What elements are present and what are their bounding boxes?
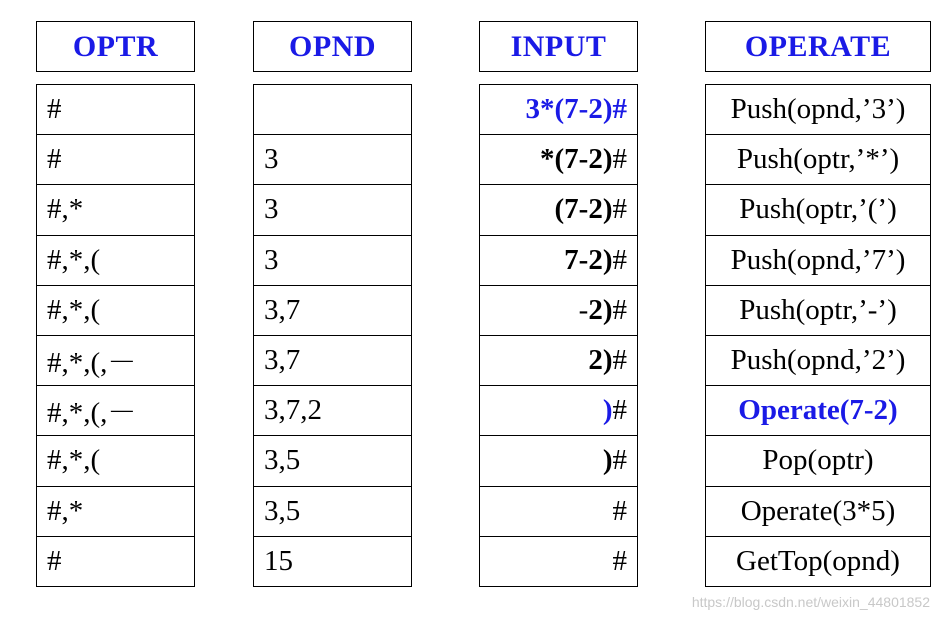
opnd-cell: 3 [254,236,411,286]
opnd-cell: 3,7,2 [254,386,411,436]
input-expression: *(7-2) [540,143,613,176]
operate-cell: Push(opnd,’2’) [706,336,930,386]
input-end-marker: # [612,444,627,477]
optr-cell: #,* [37,487,194,537]
optr-header: OPTR [36,21,195,72]
input-cell [480,185,637,235]
input-end-marker: # [612,344,627,377]
operate-cell: Pop(optr) [706,436,930,486]
operate-cell-highlight: Operate(7-2) [706,386,930,436]
optr-cell: # [37,135,194,185]
input-cell [480,436,637,486]
opnd-column [253,21,412,587]
input-column [479,21,638,587]
optr-cell: #,*,( [37,286,194,336]
opnd-header: OPND [253,21,412,72]
opnd-cell [254,85,411,135]
input-header: INPUT [479,21,638,72]
input-expression: 2) [588,344,613,377]
input-expression: ) [602,444,613,477]
optr-cell: # [37,537,194,587]
opnd-cell: 3 [254,135,411,185]
input-end-marker: # [612,494,627,527]
input-cell [480,236,637,286]
input-cell [480,85,637,135]
input-cell [480,537,637,587]
optr-cell: #,*,(,－ [37,386,194,436]
input-end-marker: # [612,394,627,427]
input-cell [480,286,637,336]
opnd-cell: 15 [254,537,411,587]
opnd-cell: 3,5 [254,436,411,486]
operate-cell: Push(optr,’-’) [706,286,930,336]
opnd-cell: 3,5 [254,487,411,537]
input-cell [480,336,637,386]
optr-column [36,21,195,587]
input-expression: 7-2) [564,243,613,276]
operate-cell: Push(optr,’*’) [706,135,930,185]
watermark: https://blog.csdn.net/weixin_44801852 [691,594,930,610]
opnd-cell: 3 [254,185,411,235]
operate-cell: Operate(3*5) [706,487,930,537]
operate-cell: GetTop(opnd) [706,537,930,587]
input-expression: (7-2) [554,193,613,226]
optr-cell: #,* [37,185,194,235]
optr-cell: # [37,85,194,135]
input-expression: 3*(7-2) [525,93,613,126]
operate-cell: Push(opnd,’7’) [706,236,930,286]
input-end-marker: # [612,143,627,176]
input-end-marker: # [612,193,627,226]
input-cell [480,487,637,537]
operate-rows [705,84,931,587]
optr-cell: #,*,( [37,436,194,486]
input-prefix: - [578,293,589,326]
input-expression: ) [602,394,613,427]
optr-rows [36,84,195,587]
operate-column [705,21,931,587]
input-rows [479,84,638,587]
optr-cell: #,*,( [37,236,194,286]
operate-header: OPERATE [705,21,931,72]
input-end-marker: # [612,243,627,276]
operate-cell: Push(optr,’(’) [706,185,930,235]
input-cell [480,386,637,436]
opnd-cell: 3,7 [254,336,411,386]
operate-cell: Push(opnd,’3’) [706,85,930,135]
input-expression: 2) [588,293,613,326]
input-end-marker: # [612,293,627,326]
opnd-cell: 3,7 [254,286,411,336]
input-cell [480,135,637,185]
opnd-rows [253,84,412,587]
optr-cell: #,*,(,－ [37,336,194,386]
input-end-marker: # [612,93,627,126]
input-end-marker: # [612,544,627,577]
